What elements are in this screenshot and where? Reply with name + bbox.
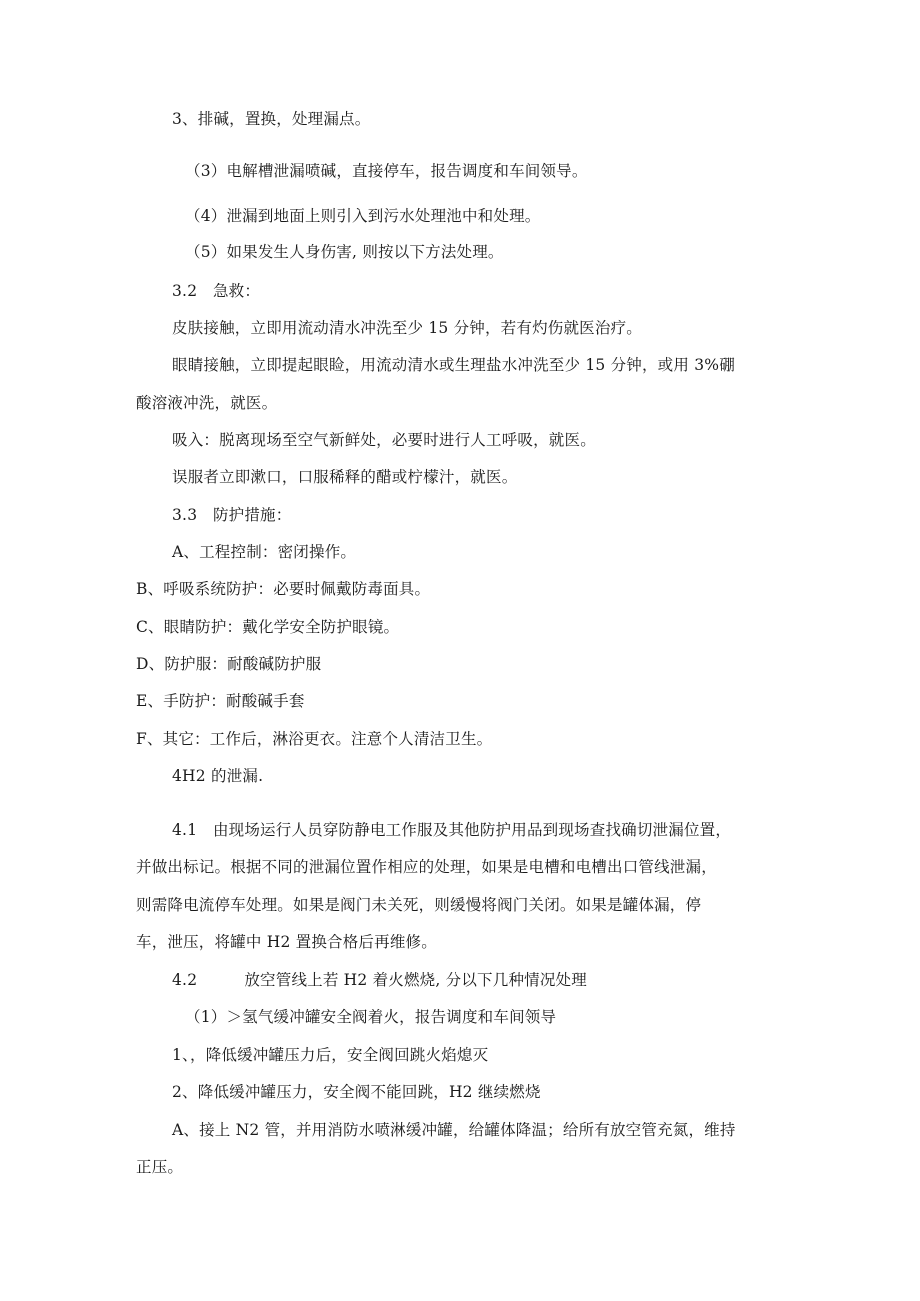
text-line: 2、降低缓冲罐压力，安全阀不能回跳，H2 继续燃烧 xyxy=(172,1083,541,1101)
text-line: C、眼睛防护：戴化学安全防护眼镜。 xyxy=(136,618,400,636)
text-line: 误服者立即漱口，口服稀释的醋或柠檬汁，就医。 xyxy=(172,468,518,486)
text-line: （1）＞氢气缓冲罐安全阀着火，报告调度和车间领导 xyxy=(185,1008,557,1026)
section-heading: 3.3 防护措施： xyxy=(172,506,292,524)
text-line: 正压。 xyxy=(136,1158,184,1176)
text-line: 眼睛接触，立即提起眼睑，用流动清水或生理盐水冲洗至少 15 分钟，或用 3%硼 xyxy=(172,356,735,374)
text-line: 车，泄压，将罐中 H2 置换合格后再维修。 xyxy=(136,933,437,951)
text-line: 1、，降低缓冲罐压力后，安全阀回跳火焰熄灭 xyxy=(172,1046,489,1064)
text-line: A、接上 N2 管，并用消防水喷淋缓冲罐，给罐体降温；给所有放空管充氮，维持 xyxy=(172,1121,736,1139)
text-line: B、呼吸系统防护：必要时佩戴防毒面具。 xyxy=(136,580,431,598)
text-line: D、防护服：耐酸碱防护服 xyxy=(136,655,322,673)
text-line: 皮肤接触，立即用流动清水冲洗至少 15 分钟，若有灼伤就医治疗。 xyxy=(172,319,642,337)
text-line: 则需降电流停车处理。如果是阀门未关死，则缓慢将阀门关闭。如果是罐体漏，停 xyxy=(136,896,702,914)
text-line: 4.1 由现场运行人员穿防静电工作服及其他防护用品到现场查找确切泄漏位置， xyxy=(172,821,732,839)
text-line: （5）如果发生人身伤害, 则按以下方法处理。 xyxy=(185,243,504,261)
section-heading: 3.2 急救： xyxy=(172,282,261,300)
text-line: 酸溶液冲洗，就医。 xyxy=(136,394,278,412)
text-line: 3、排碱，置换，处理漏点。 xyxy=(172,110,371,128)
text-line: F、其它：工作后，淋浴更衣。注意个人清洁卫生。 xyxy=(136,730,493,748)
text-line: 吸入：脱离现场至空气新鲜处，必要时进行人工呼吸，就医。 xyxy=(172,431,596,449)
text-line: （4）泄漏到地面上则引入到污水处理池中和处理。 xyxy=(185,207,541,225)
text-line: （3）电解槽泄漏喷碱，直接停车，报告调度和车间领导。 xyxy=(185,162,588,180)
text-line: E、手防护：耐酸碱手套 xyxy=(136,692,305,710)
text-line: A、工程控制：密闭操作。 xyxy=(172,543,357,561)
section-heading: 4H2 的泄漏. xyxy=(172,767,264,785)
text-line: 并做出标记。根据不同的泄漏位置作相应的处理，如果是电槽和电槽出口管线泄漏， xyxy=(136,858,717,876)
section-heading: 4.2 放空管线上若 H2 着火燃烧, 分以下几种情况处理 xyxy=(172,971,587,989)
